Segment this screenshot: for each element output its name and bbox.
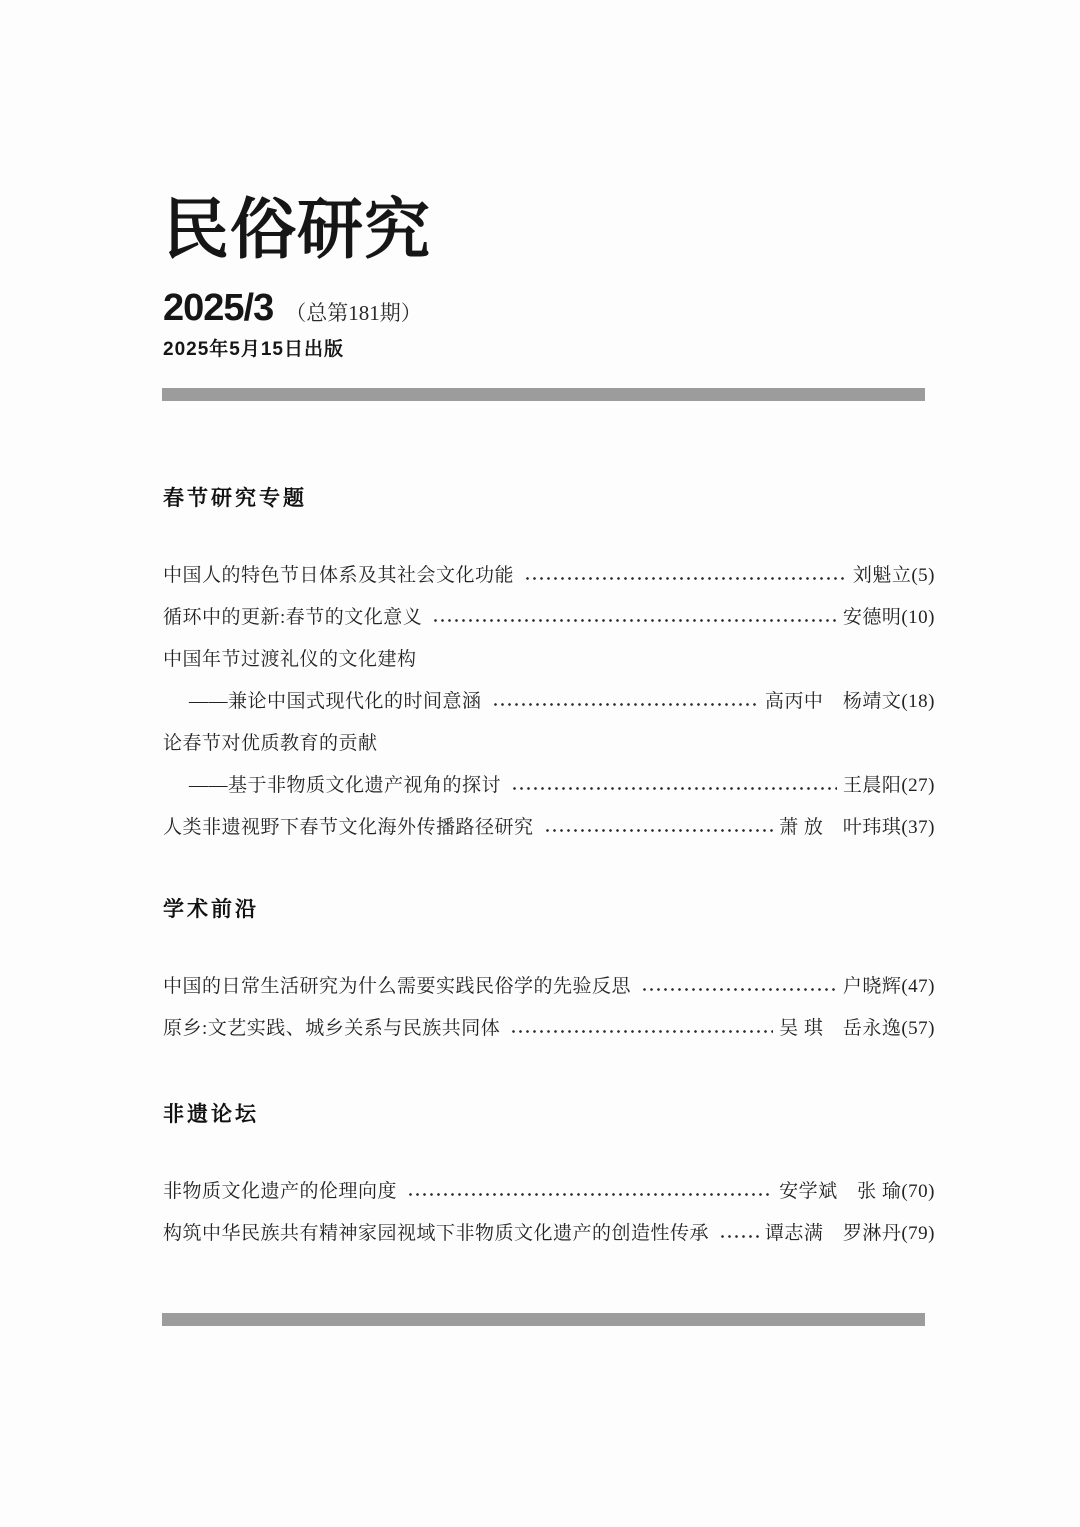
section-heading: 春节研究专题 <box>163 487 307 510</box>
toc-entry <box>163 976 935 997</box>
article-page-number: (47) <box>901 976 935 997</box>
section-spring-festival <box>163 401 935 838</box>
dot-leader <box>511 775 837 796</box>
article-page-number: (10) <box>901 607 935 628</box>
article-page-number: (70) <box>901 1181 935 1202</box>
article-authors: 刘魁立 <box>852 565 912 586</box>
separator-bar-bottom <box>162 1313 925 1326</box>
toc-entry <box>163 1181 935 1202</box>
issue-total-number: （总第181期） <box>285 301 422 325</box>
article-title: 原乡:文艺实践、城乡关系与民族共同体 <box>163 1018 501 1039</box>
journal-title: 民俗研究 <box>163 194 431 267</box>
dot-leader <box>719 1223 759 1244</box>
dot-leader <box>432 607 837 628</box>
toc-entry-subtitle-line <box>163 691 935 712</box>
article-title: 论春节对优质教育的贡献 <box>163 733 378 754</box>
article-authors: 萧 放 叶玮琪 <box>779 817 902 838</box>
separator-bar-top <box>162 388 925 401</box>
article-subtitle: ——兼论中国式现代化的时间意涵 <box>189 691 482 712</box>
dot-leader <box>492 691 759 712</box>
article-page-number: (27) <box>901 775 935 796</box>
issue-line <box>163 288 930 336</box>
article-page-number: (79) <box>901 1223 935 1244</box>
article-authors: 安德明 <box>842 607 902 628</box>
article-subtitle: ——基于非物质文化遗产视角的探讨 <box>189 775 502 796</box>
section-heading: 非遗论坛 <box>163 1103 259 1126</box>
toc-entry <box>163 565 935 586</box>
article-page-number: (57) <box>901 1018 935 1039</box>
article-title: 中国年节过渡礼仪的文化建构 <box>163 649 417 670</box>
toc-entry <box>163 1223 935 1244</box>
article-title: 中国的日常生活研究为什么需要实践民俗学的先验反思 <box>163 976 632 997</box>
article-page-number: (37) <box>901 817 935 838</box>
article-authors: 吴 琪 岳永逸 <box>779 1018 902 1039</box>
toc-entry <box>163 1018 935 1039</box>
dot-leader <box>641 976 837 997</box>
toc-entry <box>163 607 935 628</box>
article-title: 构筑中华民族共有精神家园视域下非物质文化遗产的创造性传承 <box>163 1223 710 1244</box>
dot-leader <box>524 565 847 586</box>
article-page-number: (18) <box>901 691 935 712</box>
article-title: 非物质文化遗产的伦理向度 <box>163 1181 398 1202</box>
article-authors: 安学斌 张 瑜 <box>779 1181 902 1202</box>
issue-number: 2025/3 <box>163 287 274 329</box>
toc-content <box>0 401 1080 1244</box>
article-authors: 谭志满 罗淋丹 <box>764 1223 902 1244</box>
section-academic-frontier <box>163 859 935 1039</box>
toc-entry <box>163 733 935 754</box>
article-title: 循环中的更新:春节的文化意义 <box>163 607 423 628</box>
article-page-number: (5) <box>911 565 935 586</box>
dot-leader <box>510 1018 773 1039</box>
toc-entry <box>163 817 935 838</box>
article-authors: 户晓辉 <box>842 976 902 997</box>
toc-entry-subtitle-line <box>163 775 935 796</box>
section-ich-forum <box>163 1060 935 1244</box>
article-title: 人类非遗视野下春节文化海外传播路径研究 <box>163 817 534 838</box>
masthead <box>0 0 1080 362</box>
section-heading: 学术前沿 <box>163 898 259 921</box>
article-authors: 高丙中 杨靖文 <box>764 691 902 712</box>
article-title: 中国人的特色节日体系及其社会文化功能 <box>163 565 515 586</box>
dot-leader <box>407 1181 773 1202</box>
article-authors: 王晨阳 <box>842 775 902 796</box>
toc-entry <box>163 649 935 670</box>
publish-date: 2025年5月15日出版 <box>163 339 344 360</box>
dot-leader <box>544 817 774 838</box>
